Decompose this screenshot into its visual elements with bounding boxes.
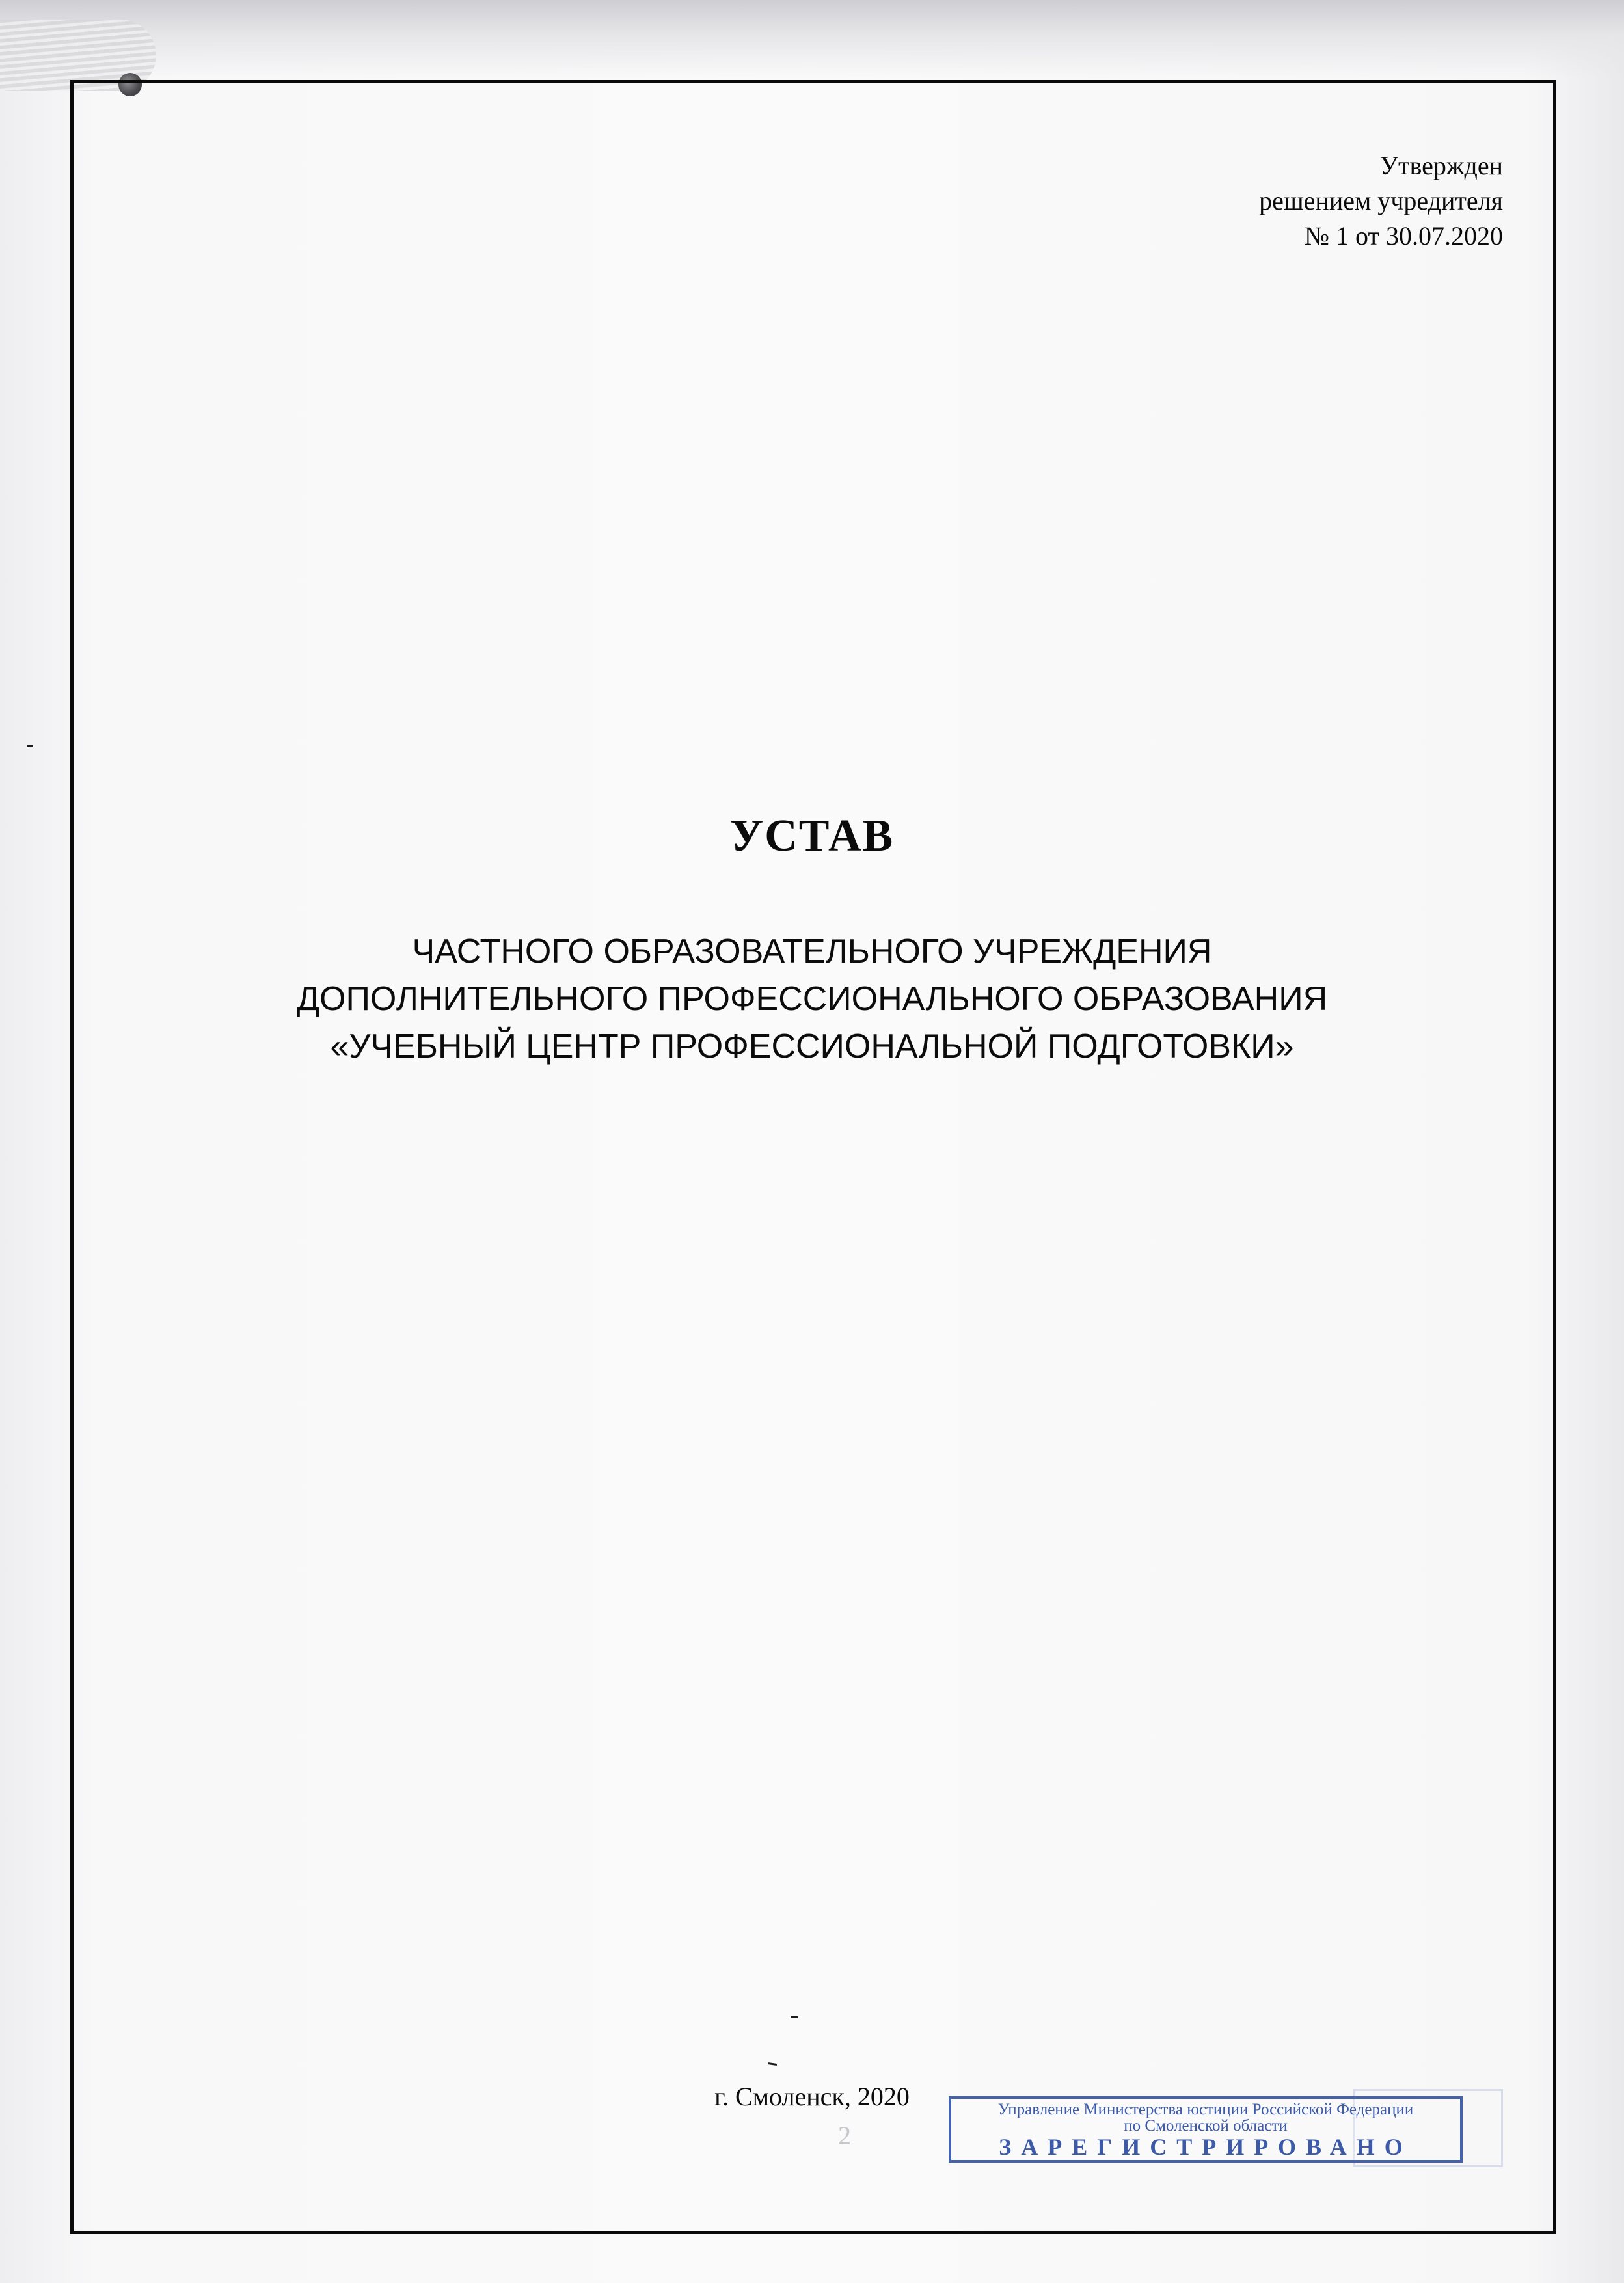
scan-mark: [27, 745, 33, 747]
city-and-year: г. Смоленск, 2020: [714, 2082, 910, 2111]
organization-name-line-1: ЧАСТНОГО ОБРАЗОВАТЕЛЬНОГО УЧРЕЖДЕНИЯ: [412, 933, 1212, 970]
stamp-authority: Управление Министерства юстиции Российской Федерации: [997, 2101, 1414, 2118]
registration-stamp: [949, 2096, 1463, 2163]
stamp-registered: ЗАРЕГИСТРИРОВАНО: [999, 2134, 1413, 2160]
organization-name-line-2: ДОПОЛНИТЕЛЬНОГО ПРОФЕССИОНАЛЬНОГО ОБРАЗОВАНИЯ: [296, 980, 1328, 1018]
document-title: УСТАВ: [729, 811, 895, 861]
organization-name-line-3: «УЧЕБНЫЙ ЦЕНТР ПРОФЕССИОНАЛЬНОЙ ПОДГОТОВКИ»: [330, 1028, 1294, 1065]
approval-line-3: № 1 от 30.07.2020: [1304, 221, 1503, 251]
organization-name: [0, 928, 1624, 1071]
approval-line-1: Утвержден: [1379, 151, 1503, 180]
approval-line-2: решением учредителя: [1259, 186, 1503, 215]
scan-shadow: [0, 0, 1624, 78]
approval-block: [1259, 148, 1503, 254]
title-page-frame: [70, 80, 1556, 2234]
bleed-through-page-number: 2: [838, 2121, 851, 2150]
stamp-region: по Смоленской области: [1124, 2117, 1288, 2135]
scan-mark: [791, 2016, 798, 2018]
